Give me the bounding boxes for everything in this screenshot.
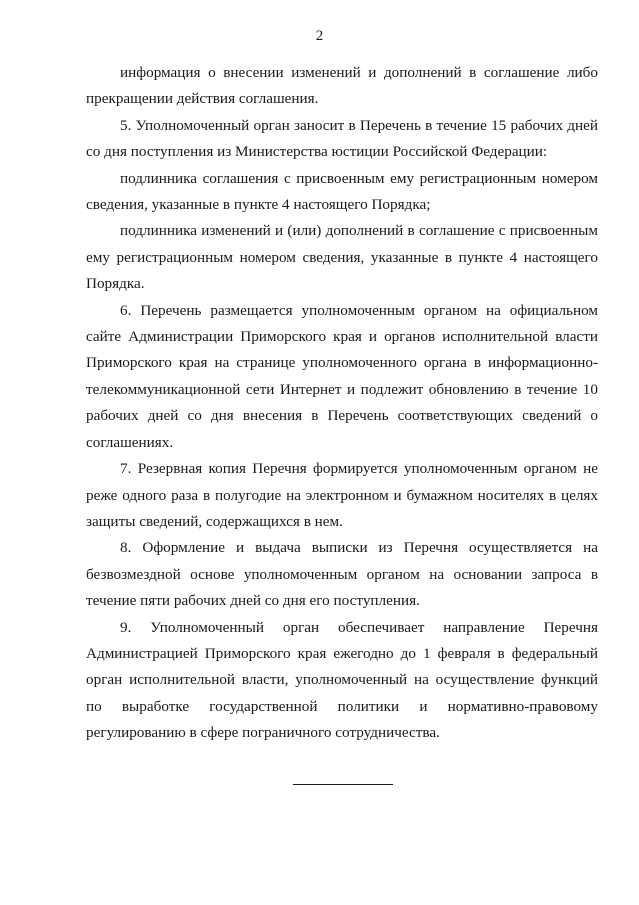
page-number: 2	[315, 28, 324, 44]
paragraph-item-5-sub-1: подлинника соглашения с присвоенным ему регистрационным номером сведения, указанные в пункте 4 настоящего Порядка;	[86, 169, 598, 214]
paragraph-item-5: 5. Уполномоченный орган заносит в Перечень в течение 15 рабочих дней со дня поступления из Министерства юстиции Российской Федерации:	[86, 116, 598, 161]
paragraph-item-7: 7. Резервная копия Перечня формируется уполномоченным органом не реже одного раза в полугодие на электронном и бумажном носителях в целях защиты сведений, содержащихся в нем.	[86, 460, 598, 530]
paragraph-continuation: информация о внесении изменений и дополнений в соглашение либо прекращении действия соглашения.	[86, 64, 598, 108]
document-body	[86, 60, 598, 747]
end-of-document-rule	[293, 784, 393, 785]
paragraph-item-6: 6. Перечень размещается уполномоченным органом на официальном сайте Администрации Приморского края и органов исполнительной власти Приморского края на странице уполномоченного органа в информационно-телекоммуникационной сети Интернет и подлежит обновлению в течение 10 рабочих дней со дня внесения в Перечень соответствующих сведений о соглашениях.	[86, 301, 598, 451]
paragraph-item-5-sub-2: подлинника изменений и (или) дополнений в соглашение с присвоенным ему регистрационным номером сведения, указанные в пункте 4 настоящего Порядка.	[86, 222, 598, 293]
paragraph-item-8: 8. Оформление и выдача выписки из Перечня осуществляется на безвозмездной основе уполномоченным органом на основании запроса в течение пяти рабочих дней со дня его поступления.	[86, 539, 598, 610]
paragraph-item-9: 9. Уполномоченный орган обеспечивает направление Перечня Администрацией Приморского края ежегодно до 1 февраля в федеральный орган исполнительной власти, уполномоченный на осуществление функций по выработке государственной политики и нормативно-правовому регулированию в сфере пограничного сотрудничества.	[86, 618, 598, 742]
